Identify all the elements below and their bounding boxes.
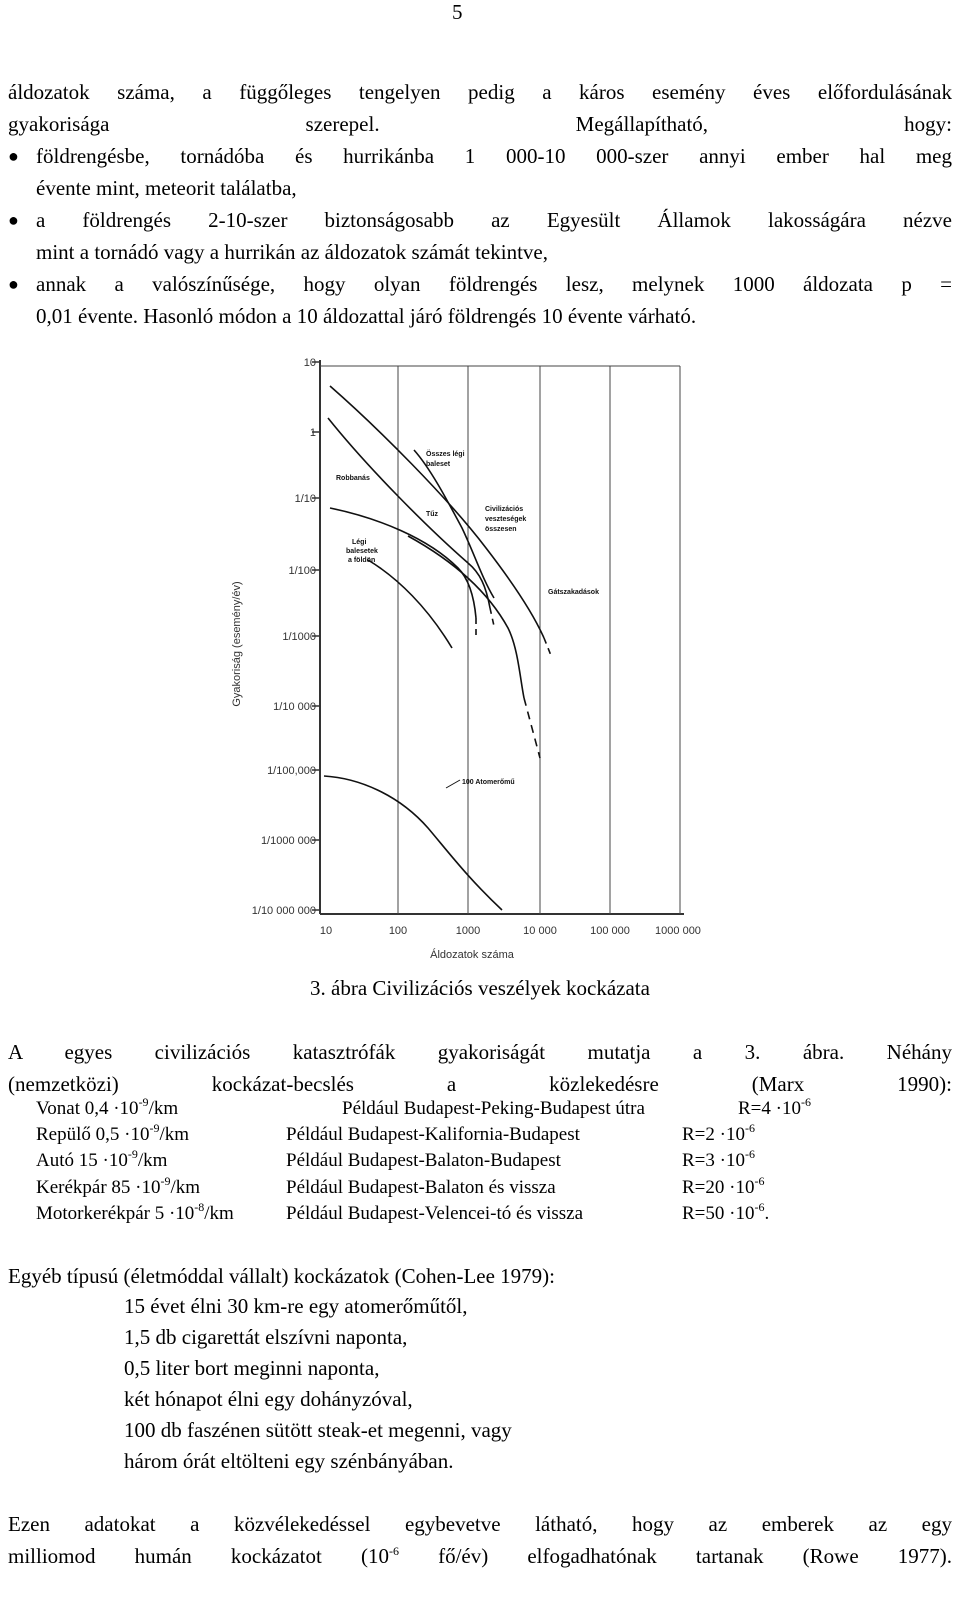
paragraph-line: milliomod humán kockázatot ($10^{-6}$ fő/év) elfogadhatónak tartanak (Rowe 1977).: [8, 1544, 952, 1568]
risk-example: Például Budapest-Velencei-tó és vissza: [286, 1203, 584, 1224]
risk-value: $R=2 \cdot 10^{-6}$: [682, 1121, 755, 1145]
list-item: két hónapot élni egy dohányzóval,: [124, 1387, 413, 1411]
curve-label: összesen: [485, 526, 517, 533]
paragraph-line: Ezen adatokat a közvélekedéssel egybevetve látható, hogy az emberek az egy: [8, 1512, 952, 1536]
risk-mode: Kerékpár $85 \cdot 10^{-9}/km$: [36, 1174, 201, 1198]
paragraph-line: (nemzetközi) kockázat-becslés a közlekedésre (Marx 1990):: [8, 1072, 952, 1096]
y-tick-label: 10: [303, 358, 316, 369]
paragraph-4: [8, 1508, 952, 1572]
curve-label: 100 Atomerőmű: [462, 779, 515, 786]
intro-paragraph: [8, 76, 952, 140]
y-tick-label: 1/10: [294, 493, 316, 505]
x-tick-label: 10 000: [523, 925, 557, 937]
intro-line: áldozatok száma, a függőleges tengelyen pedig a káros esemény éves előfordulásának: [8, 80, 952, 104]
curve-label: Összes légi: [426, 451, 465, 458]
risk-mode: Motorkerékpár $5 \cdot 10^{-8}/km$: [36, 1200, 234, 1224]
risk-mode: Autó $15 \cdot 10^{-9}/km$: [36, 1147, 168, 1171]
risk-value: $R=50 \cdot 10^{-6}$.: [682, 1200, 770, 1224]
paragraph-line: A egyes civilizációs katasztrófák gyakoriságát mutatja a 3. ábra. Néhány: [8, 1040, 952, 1064]
intro-line: gyakorisága szerepel. Megállapítható, hogy:: [8, 112, 952, 136]
figure-caption: 3. ábra Civilizációs veszélyek kockázata: [310, 976, 650, 1000]
risk-value: $R=4 \cdot 10^{-6}$: [738, 1095, 811, 1119]
paragraph-2: [8, 1036, 952, 1100]
y-tick-label: 1/10 000: [273, 701, 316, 713]
curve-robbanas-dashed: [490, 608, 494, 626]
bullet-line: annak a valószínűsége, hogy olyan földrengés lesz, melynek 1000 áldozata p =: [36, 272, 952, 296]
curve-label: Civilizációs: [485, 506, 524, 513]
curve-legi-foldon: [368, 560, 452, 648]
list-item: 15 évet élni 30 km-re egy atomerőműtől,: [124, 1294, 468, 1318]
curve-label: balesetek: [346, 548, 378, 555]
risk-example: Például Budapest-Peking-Budapest útra: [342, 1098, 645, 1119]
lifestyle-list: [124, 1291, 512, 1477]
risk-figure: [218, 358, 720, 970]
y-tick-label: 1/100: [288, 565, 316, 577]
y-tick-label: 1: [309, 427, 316, 439]
risk-value: $R=3 \cdot 10^{-6}$: [682, 1147, 755, 1171]
x-tick-label: 10: [319, 925, 333, 937]
x-tick-label: 100 000: [590, 925, 630, 937]
bullet-line: földrengésbe, tornádóba és hurrikánba 1 000-10 000-szer annyi ember hal meg: [36, 144, 952, 168]
curve-label: Tűz: [426, 511, 439, 518]
curve-label: baleset: [426, 461, 451, 468]
bullet-line: mint a tornádó vagy a hurrikán az áldozatok számát tekintve,: [36, 240, 548, 264]
curve-label: a földön: [348, 557, 376, 564]
label-leader: [446, 780, 460, 788]
x-tick-label: 1000 000: [655, 925, 701, 937]
curve-label: Légi: [352, 539, 367, 546]
page-number: 5: [452, 0, 463, 24]
risk-example: Például Budapest-Balaton és vissza: [286, 1177, 556, 1198]
x-tick-label: 1000: [455, 925, 481, 937]
x-axis-label: Áldozatok száma: [430, 949, 514, 961]
curve-label: Robbanás: [336, 475, 370, 482]
bullet-icon: ●: [8, 146, 19, 166]
bullet-line: évente mint, meteorit találatba,: [36, 176, 297, 200]
risk-example: Például Budapest-Kalifornia-Budapest: [286, 1124, 580, 1145]
curve-atomeromu: [324, 776, 502, 910]
y-axis-label: Gyakoriság (esemény/év): [231, 581, 243, 707]
y-tick-label: 1/10 000 000: [251, 905, 316, 917]
bullet-icon: ●: [8, 210, 19, 230]
list-item: 1,5 db cigarettát elszívni naponta,: [124, 1325, 408, 1349]
curve-label: veszteségek: [485, 516, 527, 523]
risk-value: $R=20 \cdot 10^{-6}$: [682, 1174, 765, 1198]
curve-gatszakadas-dashed: [524, 698, 540, 758]
risk-example: Például Budapest-Balaton-Budapest: [286, 1150, 561, 1171]
curve-label: Gátszakadások: [548, 589, 599, 596]
list-item: 100 db faszénen sütött steak-et megenni, vagy: [124, 1418, 512, 1442]
risk-mode: Vonat $0,4 \cdot 10^{-9}/km$: [36, 1095, 179, 1119]
list-item: 0,5 liter bort meginni naponta,: [124, 1356, 380, 1380]
risk-mode: Repülő $0,5 \cdot 10^{-9}/km$: [36, 1121, 190, 1145]
y-tick-label: 1/100,000: [267, 765, 316, 777]
list-item: három órát eltölteni egy szénbányában.: [124, 1449, 454, 1473]
curve-civilizacios-dashed: [544, 638, 552, 658]
paragraph-3: Egyéb típusú (életmóddal vállalt) kockázatok (Cohen-Lee 1979):: [8, 1264, 555, 1288]
bullet-icon: ●: [8, 274, 19, 294]
y-tick-label: 1/1000 000: [260, 835, 316, 847]
x-tick-label: 100: [388, 925, 408, 937]
y-tick-label: 1/1000: [282, 631, 316, 643]
bullet-line: 0,01 évente. Hasonló módon a 10 áldozattal járó földrengés 10 évente várható.: [36, 304, 697, 328]
bullet-line: a földrengés 2-10-szer biztonságosabb az Egyesült Államok lakosságára nézve: [36, 208, 952, 232]
